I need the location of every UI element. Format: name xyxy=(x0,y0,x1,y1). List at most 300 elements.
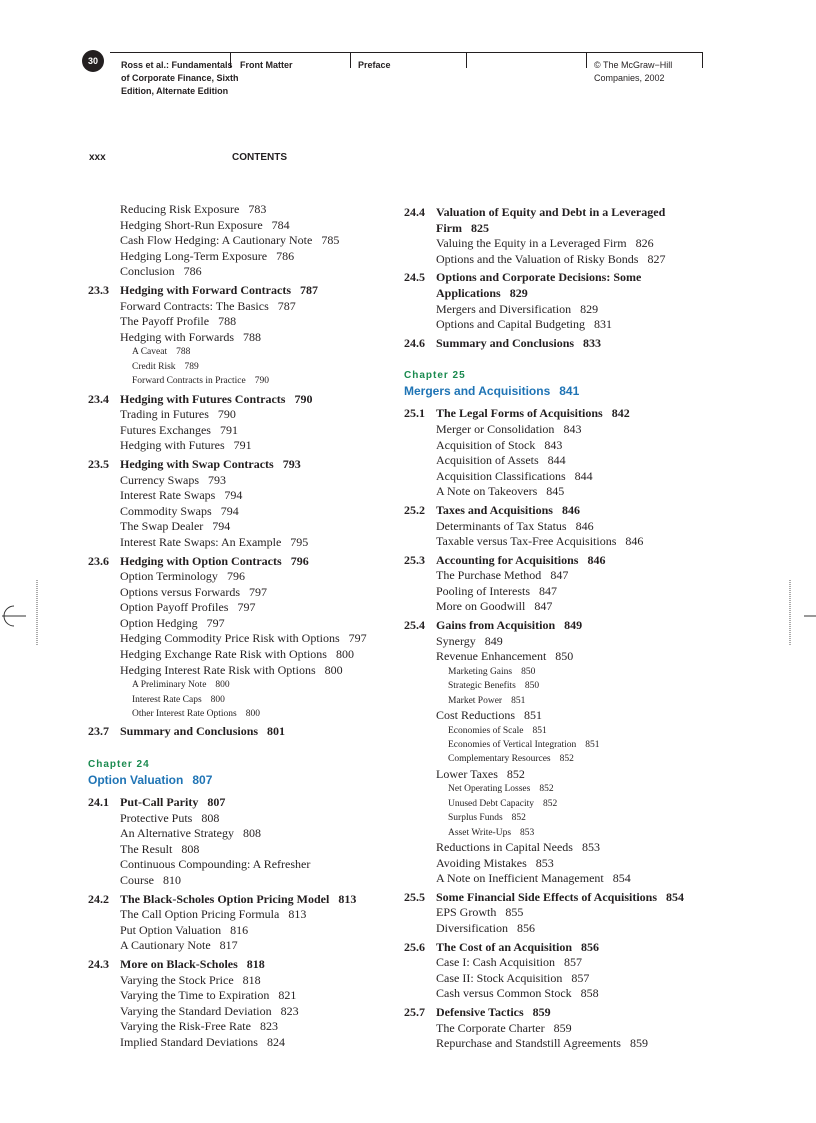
page-number: 808 xyxy=(201,810,220,825)
toc-entry xyxy=(404,971,704,987)
page-number: 843 xyxy=(563,421,582,436)
toc-subentry xyxy=(404,826,704,840)
page-number: 852 xyxy=(543,798,558,809)
page-number: 788 xyxy=(218,314,237,329)
toc-entry xyxy=(404,767,704,783)
section-number: 25.6 xyxy=(404,939,425,954)
entry-title: Hedging with Forward Contracts xyxy=(120,282,291,297)
page-number: 846 xyxy=(625,534,644,549)
toc-entry xyxy=(88,569,388,585)
entry-title: Determinants of Tax Status xyxy=(436,518,567,533)
entry-title: Merger or Consolidation xyxy=(436,421,555,436)
entry-title: Lower Taxes xyxy=(436,766,498,781)
toc-section xyxy=(88,457,388,473)
header-divider xyxy=(350,52,351,68)
page-number: 817 xyxy=(219,938,238,953)
toc-entry xyxy=(88,585,388,601)
header-divider xyxy=(586,52,587,68)
toc-section xyxy=(88,283,388,299)
page-number: 800 xyxy=(210,694,225,705)
entry-title: Valuing the Equity in a Leveraged Firm xyxy=(436,236,627,251)
toc-subentry xyxy=(404,694,704,708)
section-number: 23.3 xyxy=(88,282,109,297)
section-number: 24.3 xyxy=(88,957,109,971)
section-number: 25.4 xyxy=(404,618,425,633)
page-number: 794 xyxy=(212,519,231,534)
toc-entry xyxy=(404,422,704,438)
entry-title: Marketing Gains xyxy=(448,666,513,677)
chapter-title xyxy=(404,383,704,399)
page-number: 853 xyxy=(581,840,600,855)
toc-entry xyxy=(404,905,704,921)
page-number: 858 xyxy=(580,986,599,1001)
page-number: 787 xyxy=(300,282,318,297)
toc-entry xyxy=(88,438,388,454)
entry-title: The Black-Scholes Option Pricing Model xyxy=(120,891,330,906)
page-number: 795 xyxy=(290,534,309,549)
toc-subentry xyxy=(88,693,388,707)
toc-entry xyxy=(88,923,388,939)
toc-entry xyxy=(404,986,704,1002)
toc-entry xyxy=(404,599,704,615)
toc-entry xyxy=(404,921,704,937)
page-number: 852 xyxy=(511,813,526,824)
section-number: 25.7 xyxy=(404,1005,425,1020)
page-number: 816 xyxy=(230,922,249,937)
page-number: 852 xyxy=(539,784,554,795)
chapter-label xyxy=(404,369,704,383)
entry-title: Synergy xyxy=(436,633,476,648)
toc-entry xyxy=(404,840,704,856)
page-number: 808 xyxy=(242,826,261,841)
page-number: 856 xyxy=(516,921,535,936)
entry-title: Firm xyxy=(436,220,462,235)
entry-title: More on Goodwill xyxy=(436,599,526,614)
entry-title: Currency Swaps xyxy=(120,472,199,487)
toc-entry xyxy=(404,871,704,887)
running-title: CONTENTS xyxy=(232,152,287,163)
section-number: 24.6 xyxy=(404,335,425,350)
page-number: 791 xyxy=(219,422,238,437)
page-number: 849 xyxy=(484,633,503,648)
entry-title: Net Operating Losses xyxy=(448,784,531,795)
entry-title: Options and Capital Budgeting xyxy=(436,317,585,332)
page-number: 813 xyxy=(338,891,357,906)
entry-title: Put Option Valuation xyxy=(120,922,222,937)
entry-title: Unused Debt Capacity xyxy=(448,798,535,809)
page-number: 784 xyxy=(271,217,290,232)
page-number: 856 xyxy=(581,939,600,954)
entry-title: Hedging Commodity Price Risk with Options xyxy=(120,631,340,646)
page-number: 793 xyxy=(207,472,226,487)
section-number: 24.2 xyxy=(88,891,109,906)
toc-subentry xyxy=(404,665,704,679)
page-number: 829 xyxy=(580,301,599,316)
page-number: 854 xyxy=(666,889,685,904)
section-number: 23.6 xyxy=(88,553,109,568)
entry-title: Mergers and Acquisitions xyxy=(404,384,551,399)
entry-title: Continuous Compounding: A Refresher xyxy=(120,857,311,872)
page-number: 843 xyxy=(544,437,563,452)
page-number: 786 xyxy=(183,264,202,279)
page-number: 783 xyxy=(248,202,267,216)
page-badge: 30 xyxy=(82,50,104,72)
entry-title: Hedging Short-Run Exposure xyxy=(120,217,263,232)
toc-section xyxy=(404,940,704,956)
page-number: 847 xyxy=(539,583,557,598)
page-number: 844 xyxy=(547,453,566,468)
toc-entry xyxy=(88,299,388,315)
entry-title: Varying the Stock Price xyxy=(120,972,234,987)
toc-entry xyxy=(88,218,388,234)
toc-subentry xyxy=(404,752,704,766)
toc-entry xyxy=(404,634,704,650)
toc-entry xyxy=(404,519,704,535)
entry-title: Acquisition of Assets xyxy=(436,453,539,468)
toc-subentry xyxy=(88,678,388,692)
toc-entry xyxy=(404,438,704,454)
entry-title: Economies of Vertical Integration xyxy=(448,740,577,751)
copyright-line: Companies, 2002 xyxy=(594,73,665,83)
part-label: Front Matter xyxy=(240,60,293,70)
entry-title: An Alternative Strategy xyxy=(120,826,234,841)
toc-entry-cont xyxy=(88,873,388,889)
entry-title: Valuation of Equity and Debt in a Leveraged xyxy=(436,205,666,219)
page-number: 823 xyxy=(280,1003,299,1018)
toc-entry xyxy=(404,252,704,268)
page-number: 823 xyxy=(259,1019,278,1034)
section-number: 23.4 xyxy=(88,391,109,406)
registration-mark xyxy=(786,578,816,648)
entry-title: The Corporate Charter xyxy=(436,1020,545,1035)
entry-title: Hedging Interest Rate Risk with Options xyxy=(120,662,316,677)
entry-title: Applications xyxy=(436,285,501,300)
toc-entry xyxy=(88,249,388,265)
page-number: 797 xyxy=(206,615,225,630)
section-number: 24.4 xyxy=(404,205,425,219)
page-number: 847 xyxy=(534,599,553,614)
entry-title: A Cautionary Note xyxy=(120,938,211,953)
entry-title: Cost Reductions xyxy=(436,708,516,723)
entry-title: Hedging with Option Contracts xyxy=(120,553,282,568)
entry-title: Option Hedging xyxy=(120,615,198,630)
toc-entry xyxy=(88,1004,388,1020)
page-number: 788 xyxy=(243,329,261,344)
toc-section xyxy=(404,890,704,906)
page-number: 794 xyxy=(224,488,243,503)
toc-section xyxy=(404,503,704,519)
entry-title: Commodity Swaps xyxy=(120,503,212,518)
entry-title: Hedging with Forwards xyxy=(120,329,234,344)
page-number: 825 xyxy=(471,220,489,235)
page-number: 854 xyxy=(612,871,631,886)
page-number: 845 xyxy=(546,484,565,499)
page-number: 797 xyxy=(348,631,367,646)
toc-entry xyxy=(88,631,388,647)
entry-title: Summary and Conclusions xyxy=(120,724,259,739)
toc-entry xyxy=(88,663,388,679)
toc-entry xyxy=(88,504,388,520)
toc-entry xyxy=(404,568,704,584)
toc-entry xyxy=(88,519,388,535)
book-title xyxy=(121,59,239,98)
page-number: 857 xyxy=(564,955,582,970)
entry-title: Options versus Forwards xyxy=(120,584,240,599)
page-number: 791 xyxy=(233,438,252,453)
toc-subentry xyxy=(404,797,704,811)
page-number: 850 xyxy=(555,649,574,664)
toc-entry xyxy=(88,330,388,346)
toc-subentry xyxy=(88,345,388,359)
toc-section xyxy=(404,406,704,422)
toc-entry xyxy=(88,647,388,663)
page-number: 857 xyxy=(571,970,590,985)
toc-section xyxy=(404,618,704,634)
page-number: 786 xyxy=(276,248,295,263)
entry-title: Hedging with Swap Contracts xyxy=(120,456,274,471)
toc-subentry xyxy=(404,811,704,825)
page-number: 785 xyxy=(321,233,340,248)
toc-entry xyxy=(88,1019,388,1035)
header-divider xyxy=(702,52,703,68)
toc-subentry xyxy=(88,374,388,388)
page-number: 841 xyxy=(559,384,580,399)
entry-title: The Legal Forms of Acquisitions xyxy=(436,406,603,421)
entry-title: Credit Risk xyxy=(132,361,176,372)
page-number: 821 xyxy=(278,988,297,1003)
entry-title: The Swap Dealer xyxy=(120,519,204,534)
entry-title: Hedging Exchange Rate Risk with Options xyxy=(120,647,327,662)
page-number: 847 xyxy=(550,568,569,583)
entry-title: The Result xyxy=(120,841,173,856)
entry-title: Gains from Acquisition xyxy=(436,618,556,633)
entry-title: Mergers and Diversification xyxy=(436,301,572,316)
section-number: 25.3 xyxy=(404,552,425,567)
entry-title: Diversification xyxy=(436,921,508,936)
entry-title: Market Power xyxy=(448,695,503,706)
page-number: 810 xyxy=(163,873,181,888)
entry-title: Varying the Risk-Free Rate xyxy=(120,1019,251,1034)
page-number: 801 xyxy=(267,724,286,739)
toc-entry xyxy=(88,264,388,280)
entry-title: Complementary Resources xyxy=(448,754,551,765)
entry-title: Reductions in Capital Needs xyxy=(436,840,573,855)
entry-title: Pooling of Interests xyxy=(436,583,530,598)
page-number: 826 xyxy=(635,236,654,251)
page-number: 788 xyxy=(176,347,191,358)
entry-title: Interest Rate Swaps xyxy=(120,488,216,503)
toc-entry xyxy=(404,236,704,252)
page-number: 846 xyxy=(561,502,580,517)
toc-entry xyxy=(88,535,388,551)
entry-title: Taxes and Acquisitions xyxy=(436,502,553,517)
page-number: 818 xyxy=(242,972,261,987)
page-number: 800 xyxy=(335,647,354,662)
copyright-line: © The McGraw−Hill xyxy=(594,60,673,70)
toc-entry xyxy=(88,423,388,439)
toc-section xyxy=(404,270,704,286)
page-number: 844 xyxy=(574,468,593,483)
toc-entry xyxy=(88,314,388,330)
toc-section-cont xyxy=(404,221,704,237)
page-number: 852 xyxy=(559,754,574,765)
entry-title: The Call Option Pricing Formula xyxy=(120,907,280,922)
entry-title: The Purchase Method xyxy=(436,568,542,583)
running-page-number: xxx xyxy=(89,152,106,163)
page-number: 818 xyxy=(246,957,265,971)
page-number: 853 xyxy=(535,855,554,870)
page-number: 855 xyxy=(505,905,524,920)
page-number: 853 xyxy=(520,827,535,838)
entry-title: Implied Standard Deviations xyxy=(120,1034,258,1049)
page-number: 827 xyxy=(647,251,666,266)
toc-section xyxy=(404,553,704,569)
toc-entry xyxy=(88,857,388,873)
toc-section xyxy=(88,392,388,408)
toc-section xyxy=(404,1005,704,1021)
entry-title: Course xyxy=(120,873,154,888)
toc-entry xyxy=(88,1035,388,1051)
entry-title: Hedging Long-Term Exposure xyxy=(120,248,268,263)
entry-title: Cash Flow Hedging: A Cautionary Note xyxy=(120,233,313,248)
entry-title: Conclusion xyxy=(120,264,175,279)
entry-title: Acquisition Classifications xyxy=(436,468,566,483)
entry-title: Summary and Conclusions xyxy=(436,335,575,350)
section-number: 24.5 xyxy=(404,270,425,285)
entry-title: Case I: Cash Acquisition xyxy=(436,955,555,970)
page-number: 851 xyxy=(511,695,526,706)
toc-entry xyxy=(88,811,388,827)
page-number: 850 xyxy=(524,681,540,692)
entry-title: Option Terminology xyxy=(120,569,218,584)
toc-section xyxy=(404,205,704,221)
page-number: 850 xyxy=(521,666,536,677)
page-number: 789 xyxy=(184,361,199,372)
entry-title: Options and the Valuation of Risky Bonds xyxy=(436,251,639,266)
entry-title: Case II: Stock Acquisition xyxy=(436,970,563,985)
toc-entry xyxy=(404,1021,704,1037)
toc-subentry xyxy=(404,724,704,738)
entry-title: A Note on Inefficient Management xyxy=(436,871,604,886)
entry-title: Accounting for Acquisitions xyxy=(436,552,579,567)
page-number: 829 xyxy=(509,285,528,300)
entry-title: Revenue Enhancement xyxy=(436,649,547,664)
page-number: 800 xyxy=(215,680,230,691)
page-number: 807 xyxy=(207,795,226,810)
toc-entry xyxy=(404,484,704,500)
entry-title: Reducing Risk Exposure xyxy=(120,202,240,216)
section-label: Preface xyxy=(358,60,391,70)
entry-title: Put-Call Parity xyxy=(120,795,199,810)
entry-title: Protective Puts xyxy=(120,810,193,825)
toc-section xyxy=(88,795,388,811)
toc-entry xyxy=(88,616,388,632)
toc-entry xyxy=(88,407,388,423)
page-number: 813 xyxy=(288,907,307,922)
toc-left-column xyxy=(88,202,388,1051)
entry-title: Forward Contracts in Practice xyxy=(132,376,246,387)
chapter-title xyxy=(88,772,388,788)
page-number: 794 xyxy=(220,503,239,518)
toc-entry xyxy=(404,302,704,318)
page-number: 833 xyxy=(583,335,602,350)
toc-subentry xyxy=(404,679,704,693)
entry-title: A Caveat xyxy=(132,347,168,358)
entry-title: Hedging with Futures xyxy=(120,438,225,453)
entry-title: Trading in Futures xyxy=(120,407,209,422)
page-number: 808 xyxy=(181,841,200,856)
registration-mark xyxy=(0,578,40,648)
page-number: 851 xyxy=(585,740,600,751)
section-number: 25.1 xyxy=(404,406,425,421)
page-number: 859 xyxy=(553,1020,572,1035)
toc-entry xyxy=(404,1036,704,1052)
book-title-line: of Corporate Finance, Sixth xyxy=(121,73,239,83)
book-title-line: Edition, Alternate Edition xyxy=(121,86,229,96)
page-number: 831 xyxy=(594,317,612,332)
entry-title: Asset Write-Ups xyxy=(448,827,512,838)
entry-title: Chapter 24 xyxy=(88,759,150,771)
entry-title: Interest Rate Caps xyxy=(132,694,202,705)
toc-entry xyxy=(88,202,388,218)
page-number: 796 xyxy=(290,553,309,568)
entry-title: Options and Corporate Decisions: Some xyxy=(436,270,642,285)
page-number: 852 xyxy=(506,766,525,781)
header-divider xyxy=(466,52,467,68)
entry-title: Economies of Scale xyxy=(448,725,524,736)
section-number: 23.7 xyxy=(88,724,109,739)
entry-title: Cash versus Common Stock xyxy=(436,986,572,1001)
entry-title: EPS Growth xyxy=(436,905,497,920)
page-number: 796 xyxy=(226,569,245,584)
toc-entry xyxy=(88,907,388,923)
page-number: 790 xyxy=(294,391,313,406)
toc-section xyxy=(88,554,388,570)
page-number: 797 xyxy=(249,584,267,599)
page-number: 824 xyxy=(266,1034,285,1049)
toc-right-column xyxy=(404,202,704,1052)
entry-title: The Payoff Profile xyxy=(120,314,210,329)
entry-title: Strategic Benefits xyxy=(448,681,516,692)
entry-title: Avoiding Mistakes xyxy=(436,855,527,870)
page-number: 859 xyxy=(532,1005,551,1020)
page-number: 842 xyxy=(611,406,630,421)
toc-subentry xyxy=(404,738,704,752)
page-number: 787 xyxy=(277,298,296,313)
toc-entry xyxy=(404,955,704,971)
copyright xyxy=(594,59,672,85)
section-number: 24.1 xyxy=(88,795,109,810)
toc-entry xyxy=(404,469,704,485)
book-title-line: Ross et al.: Fundamentals xyxy=(121,60,233,70)
page-number: 800 xyxy=(245,709,260,720)
toc-section xyxy=(88,892,388,908)
page-number: 851 xyxy=(532,725,547,736)
entry-title: Futures Exchanges xyxy=(120,422,211,437)
toc-entry xyxy=(88,988,388,1004)
toc-entry xyxy=(88,938,388,954)
toc-entry xyxy=(88,488,388,504)
entry-title: A Preliminary Note xyxy=(132,680,207,691)
entry-title: Hedging with Futures Contracts xyxy=(120,391,286,406)
entry-title: Varying the Time to Expiration xyxy=(120,988,270,1003)
page-number: 790 xyxy=(217,407,236,422)
entry-title: A Note on Takeovers xyxy=(436,484,538,499)
toc-entry xyxy=(88,600,388,616)
page-number: 800 xyxy=(324,662,343,677)
toc-section xyxy=(404,336,704,352)
toc-section xyxy=(88,957,388,973)
